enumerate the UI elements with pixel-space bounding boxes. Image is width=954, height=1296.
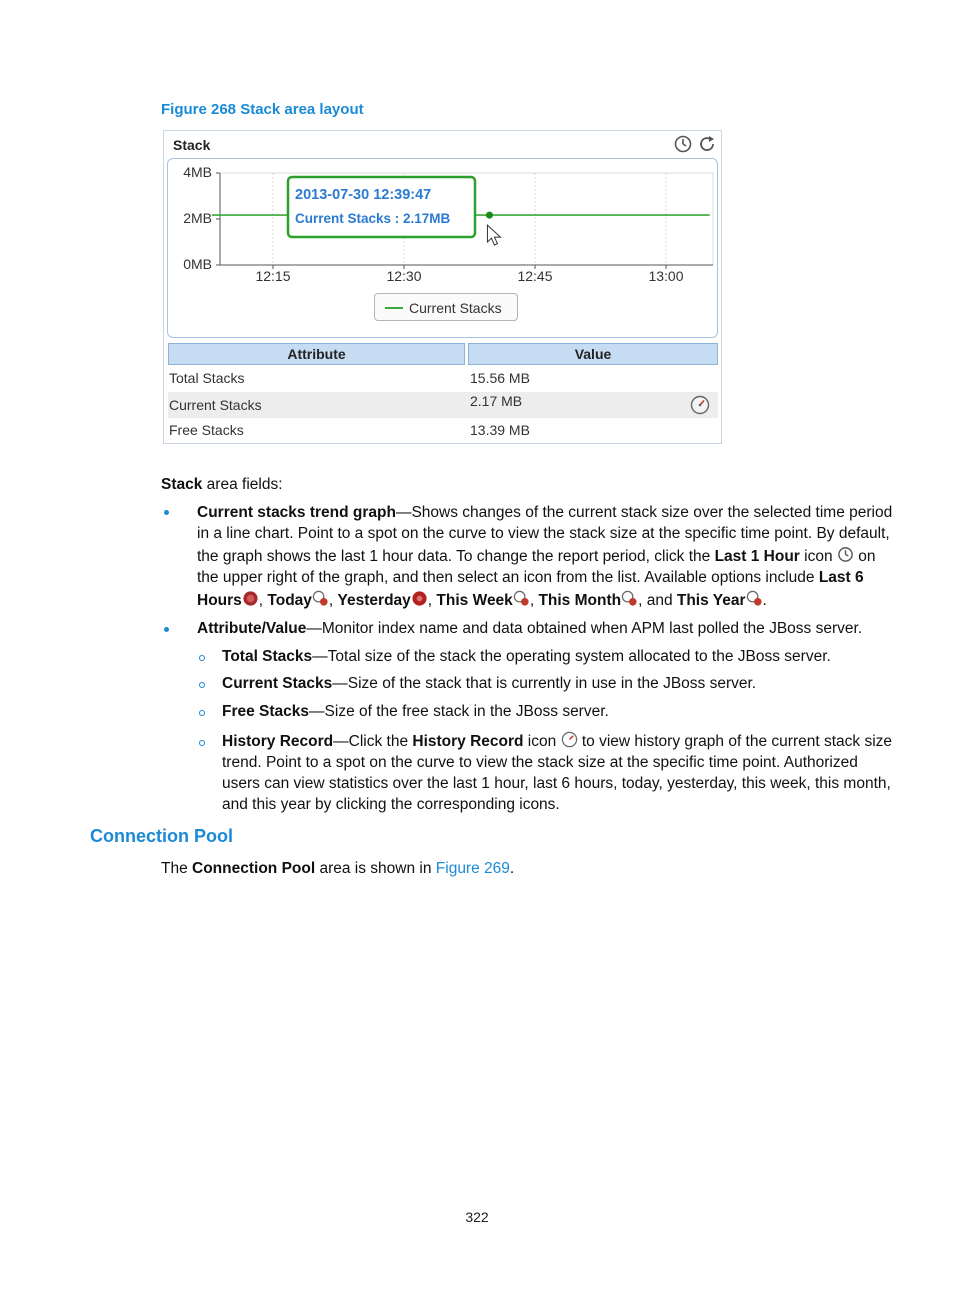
- paragraph-line: Free Stacks—Size of the free stack in the JBoss server.: [222, 703, 609, 720]
- header-attribute: Attribute: [168, 343, 465, 365]
- table-row: [168, 418, 718, 444]
- sub-bullet: [199, 682, 205, 688]
- table-row: [168, 366, 718, 392]
- sub-bullet: [199, 710, 205, 716]
- paragraph-line: in a line chart. Point to a spot on the curve to view the stack size at the specific time point. By default,: [197, 525, 890, 542]
- stack-widget: [163, 130, 722, 444]
- attribute-cell: Total Stacks: [169, 370, 245, 386]
- paragraph-line: the upper right of the graph, and then select an icon from the list. Available options include Last 6: [197, 569, 864, 586]
- paragraph-line: Attribute/Value—Monitor index name and data obtained when APM last polled the JBoss server.: [197, 620, 863, 637]
- highlight-point: [486, 212, 493, 219]
- paragraph-line: History Record—Click the History Record icon to view history graph of the current stack size: [222, 733, 893, 750]
- last-6-hours-icon: [242, 590, 259, 607]
- legend-label: Current Stacks: [409, 300, 502, 316]
- sub-bullet: [199, 740, 205, 746]
- y-tick-label: 2MB: [183, 210, 212, 226]
- this-year-icon: [746, 590, 763, 607]
- today-icon: [312, 590, 329, 607]
- tooltip-time: 2013-07-30 12:39:47: [295, 187, 432, 203]
- x-tick-label: 12:30: [386, 268, 422, 284]
- paragraph-line: Total Stacks—Total size of the stack the operating system allocated to the JBoss server.: [222, 648, 831, 665]
- paragraph-line: users can view statistics over the last 1 hour, last 6 hours, today, yesterday, this week, this month,: [222, 775, 891, 792]
- y-tick-label: 0MB: [183, 256, 212, 272]
- widget-title: Stack: [173, 137, 211, 153]
- x-tick-label: 12:45: [517, 268, 553, 284]
- trend-chart: [167, 158, 718, 338]
- figure-link[interactable]: Figure 269: [435, 860, 510, 877]
- this-week-icon: [513, 590, 530, 607]
- value-cell: 13.39 MB: [470, 422, 530, 438]
- paragraph-line: the graph shows the last 1 hour data. To change the report period, click the Last 1 Hour icon on: [197, 548, 876, 565]
- paragraph-line: and this year by clicking the corresponding icons.: [222, 796, 560, 813]
- header-value: Value: [468, 343, 718, 365]
- legend-swatch: [385, 307, 403, 309]
- paragraph-line: Hours , Today , Yesterday , This Week , This Month , and This Year .: [197, 592, 767, 609]
- x-tick-label: 12:15: [255, 268, 291, 284]
- sub-bullet: [199, 655, 205, 661]
- clock-icon: [837, 546, 854, 563]
- table-row: [168, 392, 718, 418]
- paragraph-line: Current stacks trend graph—Shows changes of the current stack size over the selected time period: [197, 504, 893, 521]
- clock-icon[interactable]: [674, 135, 692, 153]
- history-record-icon[interactable]: [690, 395, 710, 415]
- y-tick-label: 4MB: [183, 164, 212, 180]
- attribute-cell: Current Stacks: [169, 397, 262, 413]
- this-month-icon: [621, 590, 638, 607]
- paragraph-line: Current Stacks—Size of the stack that is currently in use in the JBoss server.: [222, 675, 757, 692]
- tooltip-box: [288, 177, 475, 237]
- attribute-cell: Free Stacks: [169, 422, 244, 438]
- page-number: 322: [465, 1209, 489, 1225]
- refresh-icon[interactable]: [698, 135, 716, 153]
- value-cell: 2.17 MB: [470, 393, 523, 409]
- stack-fields-intro: Stack area fields:: [161, 476, 283, 493]
- paragraph-line: trend. Point to a spot on the curve to view the stack size at the specific time point. Authorized: [222, 754, 858, 771]
- bullet-dot: [164, 510, 169, 515]
- figure-caption: Figure 268 Stack area layout: [161, 101, 364, 118]
- yesterday-icon: [411, 590, 428, 607]
- x-tick-label: 13:00: [648, 268, 684, 284]
- value-cell: 15.56 MB: [470, 370, 530, 386]
- bullet-dot: [164, 627, 169, 632]
- tooltip-value: Current Stacks : 2.17MB: [295, 211, 451, 226]
- section-heading: Connection Pool: [90, 826, 233, 846]
- paragraph-line: The Connection Pool area is shown in Figure 269.: [161, 860, 515, 877]
- history-record-icon: [561, 731, 578, 748]
- chart-legend[interactable]: [374, 293, 518, 321]
